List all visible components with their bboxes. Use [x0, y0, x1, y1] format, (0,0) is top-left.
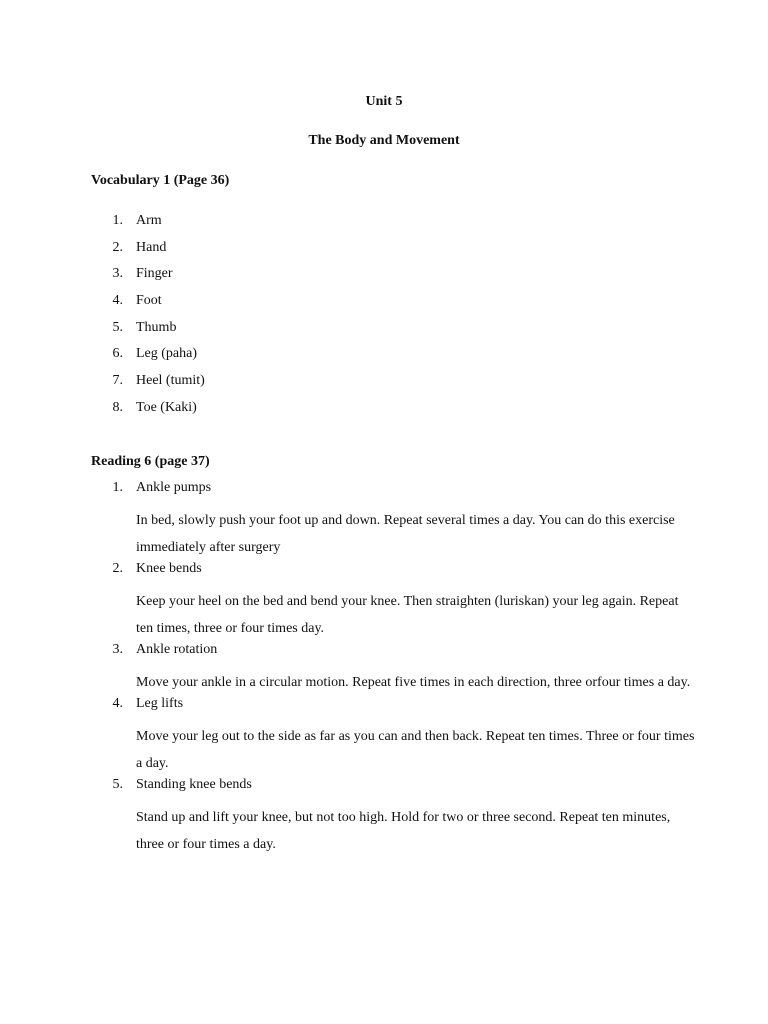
exercise-title: Leg lifts: [136, 696, 184, 711]
vocabulary-word: Toe (Kaki): [136, 399, 197, 415]
exercise-title: Standing knee bends: [136, 777, 252, 792]
list-item: [0, 400, 768, 427]
exercise-description: Move your leg out to the side as far as you can and then back. Repeat ten times. Three or four times a day.: [136, 729, 695, 771]
reading-heading: Reading 6 (page 37): [91, 454, 210, 469]
list-number: 8.: [112, 399, 123, 415]
list-number: 1.: [112, 213, 123, 228]
list-item: [0, 266, 768, 293]
list-number: 1.: [112, 480, 123, 495]
reading-list: [0, 480, 768, 858]
exercise-title: Ankle pumps: [136, 480, 212, 495]
list-item: [0, 480, 768, 561]
list-number: 5.: [112, 319, 123, 335]
vocabulary-heading: Vocabulary 1 (Page 36): [91, 173, 230, 188]
vocabulary-word: Leg (paha): [136, 346, 198, 362]
list-number: 6.: [112, 346, 123, 362]
list-item: [0, 561, 768, 642]
list-number: 7.: [112, 373, 123, 389]
exercise-title: Ankle rotation: [136, 642, 218, 657]
list-number: 2.: [112, 561, 123, 576]
list-item: [0, 240, 768, 267]
exercise-description: Move your ankle in a circular motion. Repeat five times in each direction, three orfour times a day.: [136, 675, 691, 690]
list-number: 2.: [112, 239, 123, 255]
exercise-title: Knee bends: [136, 561, 202, 576]
list-number: 4.: [112, 293, 123, 309]
list-number: 3.: [112, 266, 123, 282]
vocabulary-word: Hand: [136, 239, 167, 255]
list-number: 3.: [112, 642, 123, 657]
vocabulary-word: Arm: [136, 213, 162, 228]
vocabulary-list: [0, 213, 768, 427]
list-item: [0, 293, 768, 320]
unit-title: Unit 5: [365, 94, 403, 109]
exercise-description: In bed, slowly push your foot up and down. Repeat several times a day. You can do this exercise immediately after surgery: [136, 513, 675, 555]
list-item: [0, 373, 768, 400]
vocabulary-word: Thumb: [136, 319, 177, 335]
vocabulary-word: Foot: [136, 293, 162, 309]
list-item: [0, 642, 768, 696]
vocabulary-word: Heel (tumit): [136, 373, 205, 389]
list-item: [0, 213, 768, 240]
chapter-title: The Body and Movement: [308, 133, 460, 148]
list-item: [0, 320, 768, 347]
vocabulary-word: Finger: [136, 266, 173, 282]
exercise-description: Keep your heel on the bed and bend your knee. Then straighten (luriskan) your leg again. Repeat ten times, three or four times day.: [136, 594, 679, 636]
list-number: 4.: [112, 696, 123, 711]
list-item: [0, 696, 768, 777]
list-number: 5.: [112, 777, 123, 792]
list-item: [0, 777, 768, 858]
list-item: [0, 346, 768, 373]
exercise-description: Stand up and lift your knee, but not too high. Hold for two or three second. Repeat ten minutes, three or four times a day.: [136, 810, 671, 852]
